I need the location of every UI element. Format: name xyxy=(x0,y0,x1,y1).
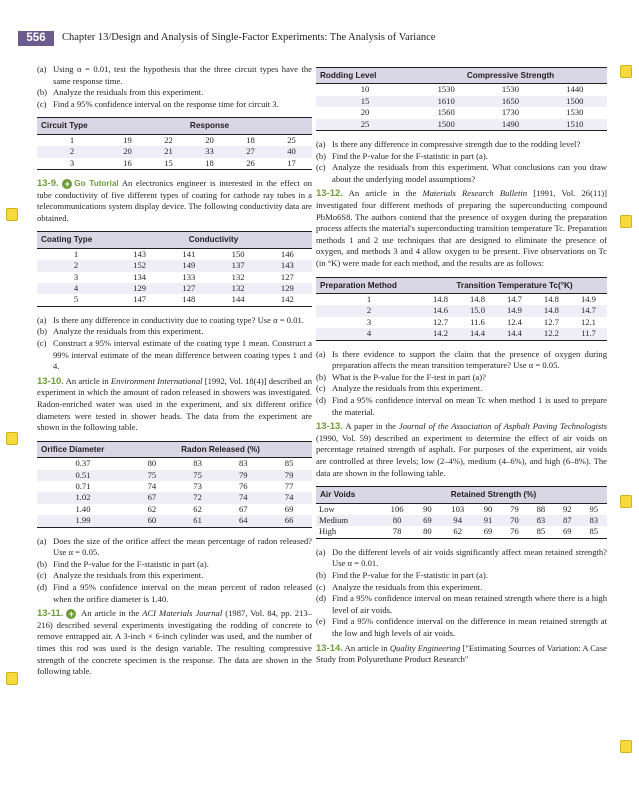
list-item: (a) Does the size of the orifice affect the mean percentage of radon released? Use α = 0.05. xyxy=(37,535,312,558)
list-item: (a) Is there evidence to support the claim that the presence of oxygen during preparation affects the mean transition temperature? Use α = 0.05. xyxy=(316,348,607,371)
table-header: Conductivity xyxy=(115,232,312,248)
margin-marker-icon xyxy=(6,208,18,221)
problem-13-11-items xyxy=(316,139,607,185)
problem-13-13-items xyxy=(316,547,607,640)
table-row: 1 19 22 20 18 25 xyxy=(69,134,296,145)
orifice-table xyxy=(37,441,312,528)
table-row: 4 129 127 132 129 xyxy=(37,283,312,294)
table-row: 3 12.7 11.6 12.4 12.7 12.1 xyxy=(366,316,596,327)
problem-13-12-items xyxy=(316,349,607,419)
list-item: (d) Find a 95% confidence interval on mean retained strength where there is a high level of air voids. xyxy=(316,593,607,615)
problem-13-9: 13-9. + Go Tutorial An electronics engineer is interested in the effect on tube conductivity of five different types of coating for cathode ray tubes in a telecommunications system display device. The following conductivity data are obtained. xyxy=(37,178,312,223)
chapter-title: Chapter 13/Design and Analysis of Single-Factor Experiments: The Analysis of Variance xyxy=(62,32,436,43)
problem-13-10-items xyxy=(37,536,312,606)
table-row: 1 143 141 150 146 xyxy=(73,248,294,259)
list-item: (e) Find a 95% confidence interval on the difference in mean retained strength at the low and high levels of air voids. xyxy=(316,616,607,638)
list-item: (c) Analyze the residuals from this experiment. What conclusions can you draw about the underlying model assumptions? xyxy=(316,162,607,184)
right-column xyxy=(316,64,607,666)
table-row: Medium 80 69 94 91 70 83 87 83 xyxy=(316,515,607,526)
table-row: 2 14.6 15.0 14.9 14.8 14.7 xyxy=(316,305,607,316)
table-row: 5 147 148 144 142 xyxy=(37,294,312,306)
rodding-table xyxy=(316,67,607,131)
table-row: 1.40 62 62 67 69 xyxy=(75,503,294,514)
table-row: 1 14.8 14.8 14.7 14.8 14.9 xyxy=(366,293,596,304)
left-column xyxy=(37,64,312,678)
page-number: 556 xyxy=(18,31,54,46)
list-item: (b) What is the P-value for the F-test in part (a)? xyxy=(316,371,486,382)
table-row: 0.71 74 73 76 77 xyxy=(75,480,294,491)
go-tutorial-icon[interactable]: + xyxy=(62,179,72,189)
table-row: 10 1530 1530 1440 xyxy=(360,84,584,95)
table-row: 0.37 80 83 83 85 xyxy=(75,458,294,469)
list-item: (b) Find the P-value for the F-statistic in part (a). xyxy=(316,569,488,580)
list-item: (a) Using α = 0.01, test the hypothesis that the three circuit types have the same response time. xyxy=(37,64,312,86)
table-header: Transition Temperature Tc(°K) xyxy=(422,277,607,293)
table-header: Compressive Strength xyxy=(414,68,607,84)
table-row: 4 14.2 14.4 14.4 12.2 11.7 xyxy=(316,328,607,340)
table-row: 3 134 133 132 127 xyxy=(73,271,294,282)
table-row: High 78 80 62 69 76 85 69 85 xyxy=(316,526,607,538)
margin-marker-icon xyxy=(6,432,18,445)
list-item: (c) Analyze the residuals from this experiment. xyxy=(37,570,204,581)
problem-13-12: 13-12. An article in the Materials Research Bulletin [1991, Vol. 26(11)] investigated four different methods of preparing the superconducting compound PbMo6S8. The authors contend that the presence of oxygen during the preparation process affects the material's superconducting transition temperature Tc. Preparation methods 1 and 2 use techniques that are designed to eliminate the presence of oxygen, and methods 3 and 4 allow oxygen to be present. Five observations on Tc (in °K) were made for each method, and the results are as follows: xyxy=(316,188,607,268)
table-header: Preparation Method xyxy=(316,277,422,293)
list-item: (a) Is there any difference in compressive strength due to the rodding level? xyxy=(316,139,581,150)
table-row: 1.02 67 72 74 74 xyxy=(37,492,312,503)
table-row: 0.51 75 75 79 79 xyxy=(37,470,312,481)
list-item: (d) Find a 95% confidence interval on mean Tc when method 1 is used to prepare the material. xyxy=(316,394,607,417)
list-item: (a) Is there any difference in conductivity due to coating type? Use α = 0.01. xyxy=(37,314,304,325)
list-item: (b) Analyze the residuals from this experiment. xyxy=(37,326,204,337)
margin-marker-icon xyxy=(6,672,18,685)
list-item: (a) Do the different levels of air voids significantly affect mean retained strength? Use α = 0.01. xyxy=(316,546,607,569)
circuit-table xyxy=(37,117,312,170)
problem-13-9-items xyxy=(37,315,312,373)
table-row: 20 1560 1730 1530 xyxy=(360,107,584,118)
list-item: (b) Find the P-value for the F-statistic in part (a). xyxy=(316,150,488,161)
table-row: 3 16 15 18 26 17 xyxy=(37,158,312,170)
go-tutorial-link[interactable]: Go Tutorial xyxy=(74,179,119,188)
table-header: Orifice Diameter xyxy=(37,441,129,457)
list-item: (c) Find a 95% confidence interval on the response time for circuit 3. xyxy=(37,98,279,109)
table-header: Radon Released (%) xyxy=(129,441,312,457)
coating-table xyxy=(37,231,312,306)
page-header xyxy=(0,0,639,50)
problem-13-10: 13-10. An article in Environment International [1992, Vol. 18(4)] described an experiment in which the amount of radon released in showers was investigated. Radon-enriched water was used in the experiment, and six different orifice diameters were tested in shower heads. The data from the experiment are shown in the following table. xyxy=(37,375,312,433)
table-row: 2 152 149 137 143 xyxy=(37,260,312,271)
problem-13-11: 13-11. + An article in the ACI Materials Journal (1987, Vol. 84, pp. 213–216) described several experiments investigating the rodding of concrete to remove entrapped air. A 3-inch × 6-inch cylinder was used, and the number of times this rod was used is the design variable. The resulting compressive strength of the concrete specimen is the response. The data are shown in the following table. xyxy=(37,608,312,677)
table-row: 1.99 60 61 64 66 xyxy=(37,515,312,527)
problem-13-14: 13-14. An article in Quality Engineering ["Estimating Sources of Variation: A Case Study from Polyurethane Product Research" xyxy=(316,642,607,665)
table-header: Air Voids xyxy=(316,487,380,503)
list-item: (c) Analyze the residuals from this experiment. xyxy=(316,581,483,592)
intro-items xyxy=(37,64,312,110)
problem-13-13: 13-13. A paper in the Journal of the Association of Asphalt Paving Technologists (1990, Vol. 59) described an experiment to determine the effect of air voids on percentage retained strength of asphalt. For purposes of the experiment, air voids are controlled at three levels; low (2–4%), medium (4–6%), and high (6–8%). The data are shown in the following table. xyxy=(316,421,607,478)
list-item: (c) Construct a 95% interval estimate of the coating type 1 mean. Construct a 99% interval estimate of the mean difference between coating types 1 and 4. xyxy=(37,338,312,372)
margin-marker-icon xyxy=(620,495,632,508)
table-header: Circuit Type xyxy=(37,118,107,134)
table-row: 2 20 21 33 27 40 xyxy=(37,146,312,157)
list-item: (d) Find a 95% confidence interval on the mean percent of radon released when the orifice diameter is 1.40. xyxy=(37,581,312,604)
table-header: Rodding Level xyxy=(316,68,414,84)
table-row: Low 106 90 103 90 79 88 92 95 xyxy=(319,503,599,514)
table-header: Coating Type xyxy=(37,232,115,248)
margin-marker-icon xyxy=(620,65,632,78)
preparation-table xyxy=(316,277,607,341)
table-header: Response xyxy=(107,118,312,134)
list-item: (b) Find the P-value for the F-statistic in part (a). xyxy=(37,558,209,569)
go-tutorial-icon[interactable]: + xyxy=(66,609,76,619)
table-row: 25 1500 1490 1510 xyxy=(316,119,607,131)
list-item: (c) Analyze the residuals from this experiment. xyxy=(316,383,483,394)
margin-marker-icon xyxy=(620,215,632,228)
air-voids-table xyxy=(316,486,607,539)
table-header: Retained Strength (%) xyxy=(380,487,607,503)
margin-marker-icon xyxy=(620,740,632,753)
list-item: (b) Analyze the residuals from this experiment. xyxy=(37,87,204,98)
table-row: 15 1610 1650 1500 xyxy=(316,96,607,107)
